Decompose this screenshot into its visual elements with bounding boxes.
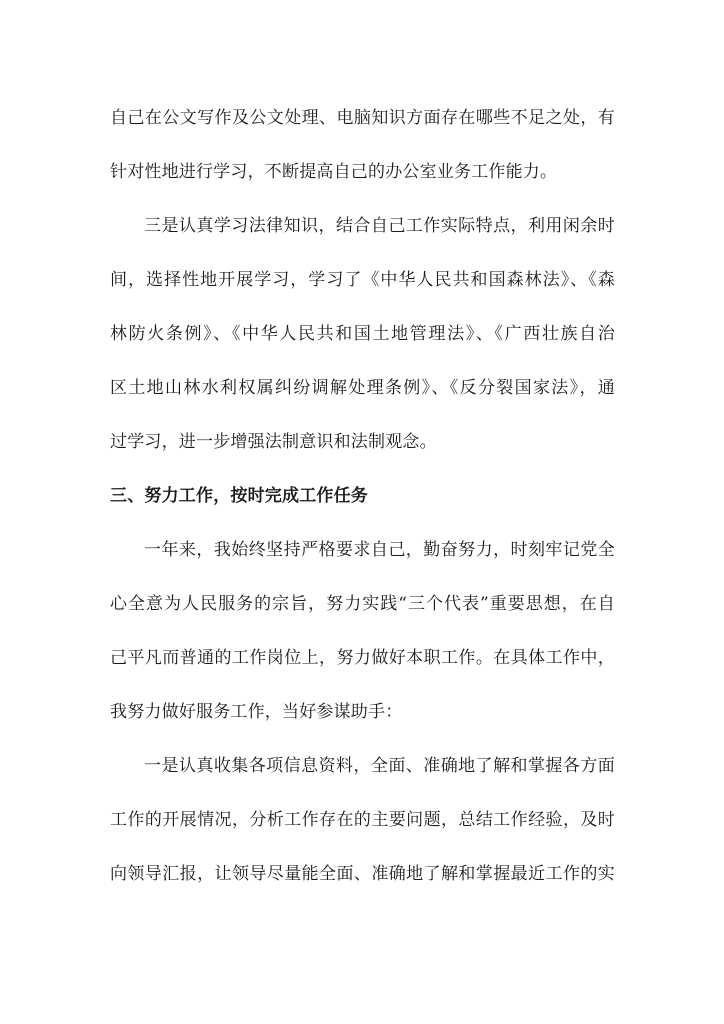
- paragraph-line: 我努力做好服务工作，当好参谋助手：: [110, 702, 403, 722]
- paragraph-line: 区土地山林水利权属纠纷调解处理条例》、《反分裂国家法》，通: [110, 378, 615, 398]
- paragraph-line: 一是认真收集各项信息资料，全面、准确地了解和掌握各方面: [144, 756, 615, 776]
- section-heading: 三、努力工作，按时完成工作任务: [110, 486, 368, 506]
- paragraph-line: 三是认真学习法律知识，结合自己工作实际特点，利用闲余时: [144, 216, 615, 236]
- paragraph-line: 己平凡而普通的工作岗位上，努力做好本职工作。在具体工作中，: [110, 648, 615, 668]
- paragraph-line: 针对性地进行学习，不断提高自己的办公室业务工作能力。: [110, 162, 558, 182]
- paragraph-line: 向领导汇报，让领导尽量能全面、准确地了解和掌握最近工作的实: [110, 864, 615, 884]
- paragraph-line: 工作的开展情况，分析工作存在的主要问题，总结工作经验，及时: [110, 810, 615, 830]
- paragraph-line: 间，选择性地开展学习，学习了《中华人民共和国森林法》、《森: [110, 270, 615, 290]
- paragraph-line: 过学习，进一步增强法制意识和法制观念。: [110, 432, 437, 452]
- paragraph-line: 心全意为人民服务的宗旨，努力实践“三个代表”重要思想，在自: [110, 594, 615, 614]
- paragraph-line: 自己在公文写作及公文处理、电脑知识方面存在哪些不足之处，有: [110, 108, 615, 128]
- paragraph-line: 一年来，我始终坚持严格要求自己，勤奋努力，时刻牢记党全: [144, 540, 615, 560]
- paragraph-line: 林防火条例》、《中华人民共和国土地管理法》、《广西壮族自治: [110, 324, 615, 344]
